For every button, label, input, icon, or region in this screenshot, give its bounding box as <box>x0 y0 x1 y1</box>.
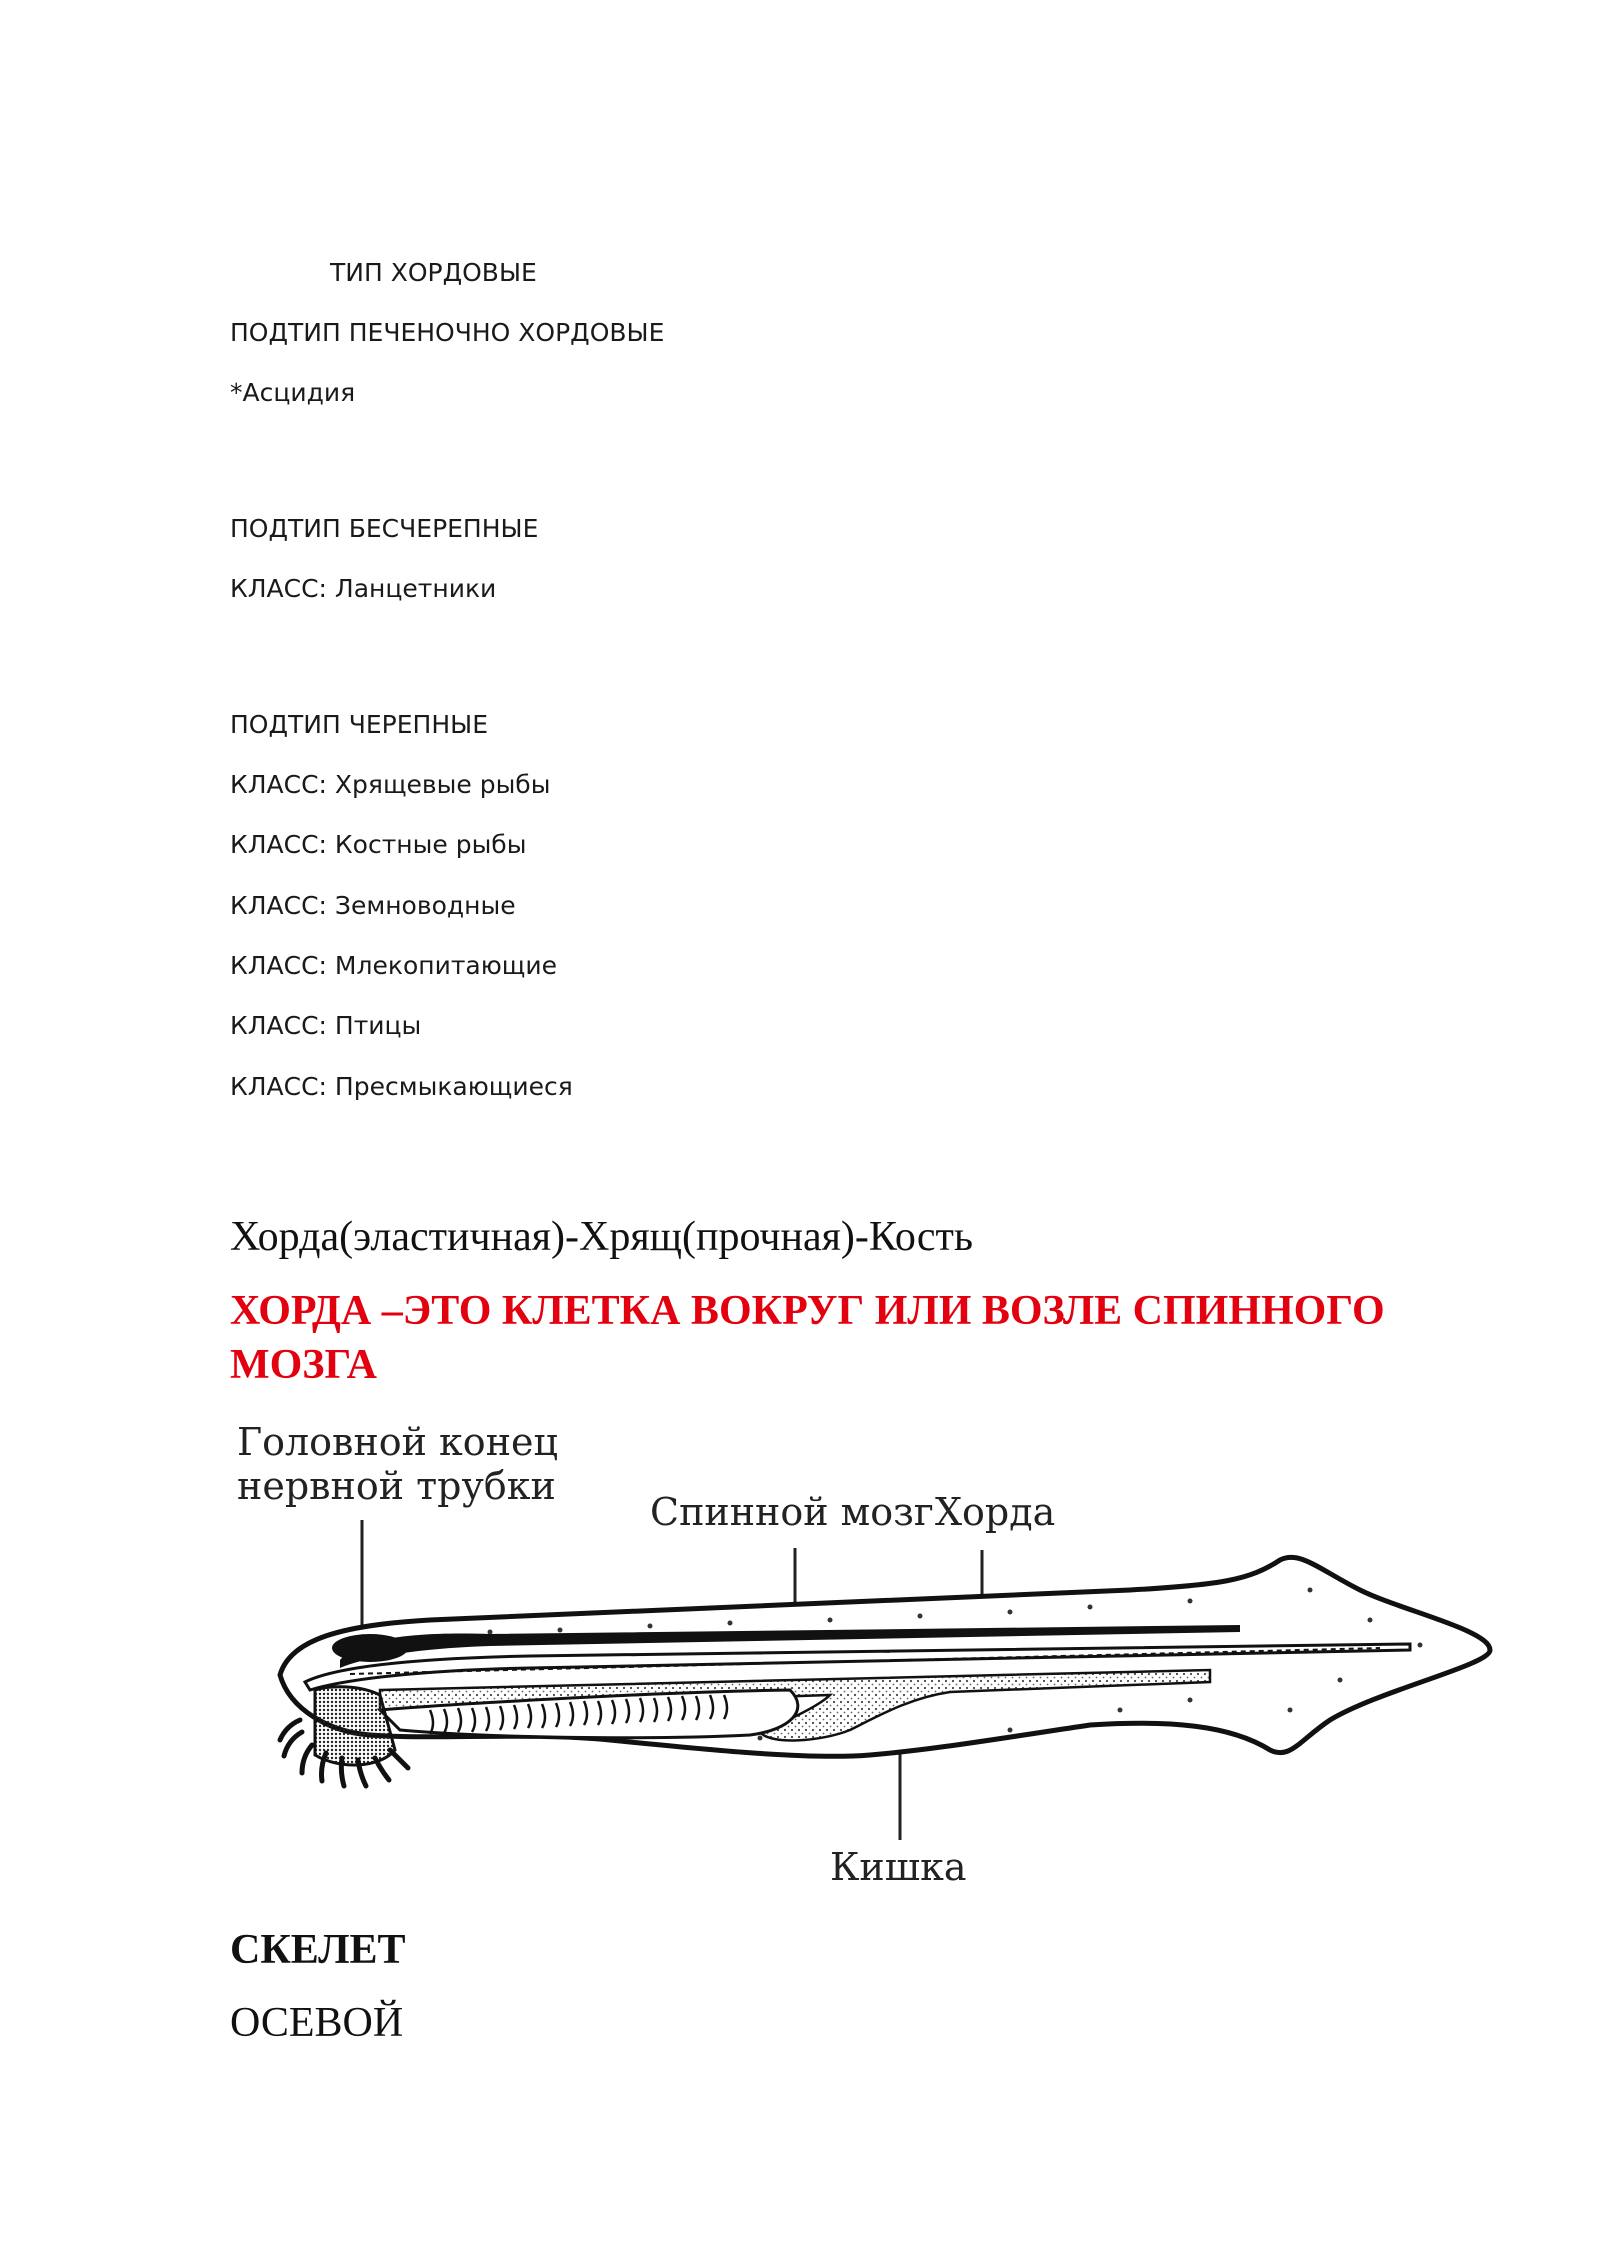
subtype-craniata: ПОДТИП ЧЕРЕПНЫЕ <box>230 710 488 739</box>
subtype-hemichordates: ПОДТИП ПЕЧЕНОЧНО ХОРДОВЫЕ <box>230 318 665 347</box>
label-head-end-line1: Головной конец <box>237 1420 558 1464</box>
label-spinal-cord: Спинной мозг <box>650 1490 934 1534</box>
label-head-end-line2: нервной трубки <box>237 1464 556 1508</box>
heading-skeleton: СКЕЛЕТ <box>230 1927 406 1973</box>
class-item: КЛАСС: Земноводные <box>230 891 516 920</box>
formula-line: Хорда(эластичная)-Хрящ(прочная)-Кость <box>230 1214 974 1260</box>
class-item: КЛАСС: Пресмыкающиеся <box>230 1072 573 1101</box>
subtype-acrania: ПОДТИП БЕСЧЕРЕПНЫЕ <box>230 514 539 543</box>
item-ascidia: *Асцидия <box>230 378 356 407</box>
lancelet-diagram <box>230 1420 1510 1910</box>
class-item: КЛАСС: Хрящевые рыбы <box>230 770 551 799</box>
class-item: КЛАСС: Птицы <box>230 1011 422 1040</box>
skeleton-axial: ОСЕВОЙ <box>230 2000 404 2046</box>
label-gut: Кишка <box>830 1845 967 1889</box>
label-notochord: Хорда <box>935 1490 1056 1534</box>
class-lancelets: КЛАСС: Ланцетники <box>230 574 497 603</box>
class-item: КЛАСС: Млекопитающие <box>230 951 557 980</box>
class-item: КЛАСС: Костные рыбы <box>230 830 527 859</box>
heading-phylum: ТИП ХОРДОВЫЕ <box>330 258 537 287</box>
notochord-definition: ХОРДА –ЭТО КЛЕТКА ВОКРУГ ИЛИ ВОЗЛЕ СПИННОГО МОЗГА <box>230 1288 1385 1388</box>
